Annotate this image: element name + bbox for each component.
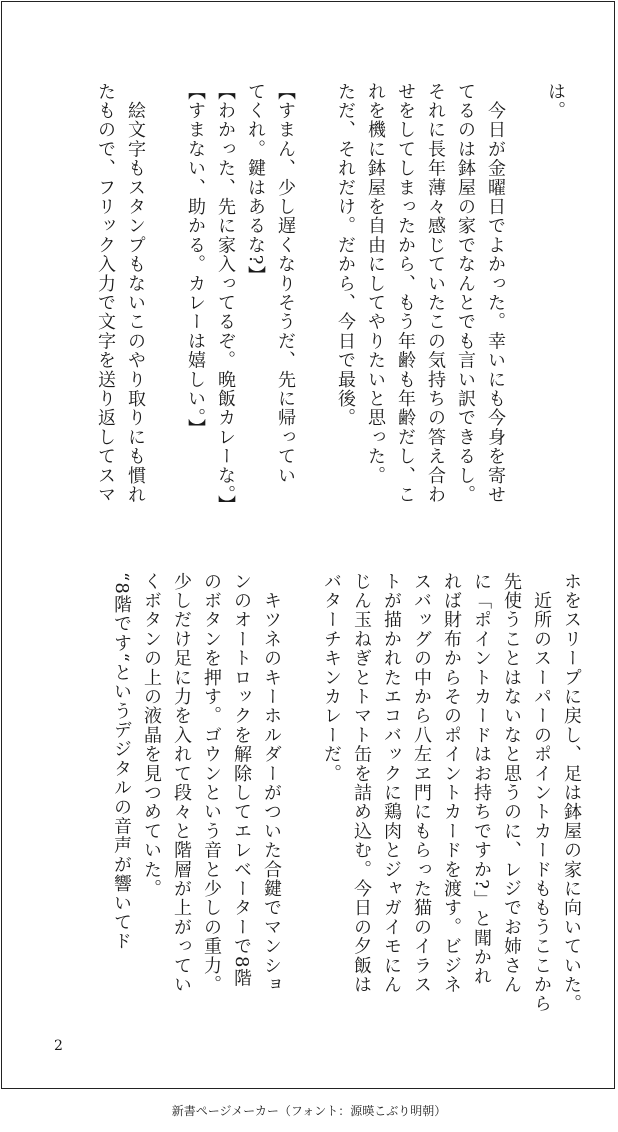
page-frame [1,1,615,1089]
upper-text-block [90,82,570,522]
text-line: てるのは鉢屋の家でなんとでも言い訳できるし。 [455,82,476,505]
text-line: れを機に鉢屋を自由にしてやりたいと思った。 [365,82,386,486]
page-number: 2 [54,1038,63,1054]
text-line: バターチキンカレーだ。 [321,572,342,784]
text-line: ただ、それだけ。だから、今日で最後。 [335,82,356,428]
text-line: に「ポイントカードはお持ちですか?」と聞かれ [471,572,492,987]
text-line [300,82,330,522]
text-line [150,82,180,522]
text-line: 先使うことはないなと思うのに、レジでお姉さん [501,572,522,995]
text-line: のボタンを押す。ゴウンという音と少しの重力。 [201,572,222,995]
text-line: せをしてしまったから、もう年齢も年齢だし、こ [395,82,416,505]
text-line: てくれ。鍵はあるな?】 [245,82,266,285]
text-line: 少しだけ足に力を入れて段々と階層が上がってい [171,572,192,995]
text-line: 【わかった、先に家入ってるぞ。晩飯カレーな。】 [215,82,236,515]
footer-caption: 新書ページメーカー（フォント：源暎こぶり明朝） [171,1104,447,1118]
text-line: 近所のスーパーのポイントカードももうここから [531,572,552,1014]
text-line [286,572,316,1022]
text-line: “8階です“というデジタルの音声が響いてド [111,572,132,952]
text-line [510,82,540,522]
text-line: れば財布からそのポイントカードを渡す。ビジネ [441,572,462,995]
text-line: それに長年薄々感じていたこの気持ちの答え合わ [425,82,446,505]
text-line: ホをスリープに戻し、足は鉢屋の家に向いていた。 [561,572,582,1014]
text-line: スバッグの中から八左ヱ門にもらった猫のイラス [411,572,432,995]
text-line: くボタンの上の液晶を見つめていた。 [141,572,162,899]
text-line: たもので、フリック入力で文字を送り返してスマ [95,82,116,505]
text-line: じん玉ねぎとトマト缶を詰め込む。今日の夕飯は [351,572,372,995]
text-line: 【すまん、少し遅くなりそうだ、先に帰ってい [275,82,296,486]
text-line: キツネのキーホルダーがついた合鍵でマンショ [261,572,282,995]
text-line: トが描かれたエコバックに鶏肉とジャガイモにん [381,572,402,995]
lower-text-block [106,572,586,1022]
text-line: 今日が金曜日でよかった。幸いにも今身を寄せ [485,82,506,505]
text-line: 絵文字もスタンプもないこのやり取りにも慣れ [125,82,146,505]
text-line: ンのオートロックを解除してエレベーターで8階 [231,572,252,988]
text-line: 【すまない、助かる。カレーは嬉しい。】 [185,82,206,438]
text-line: は。 [545,82,566,121]
